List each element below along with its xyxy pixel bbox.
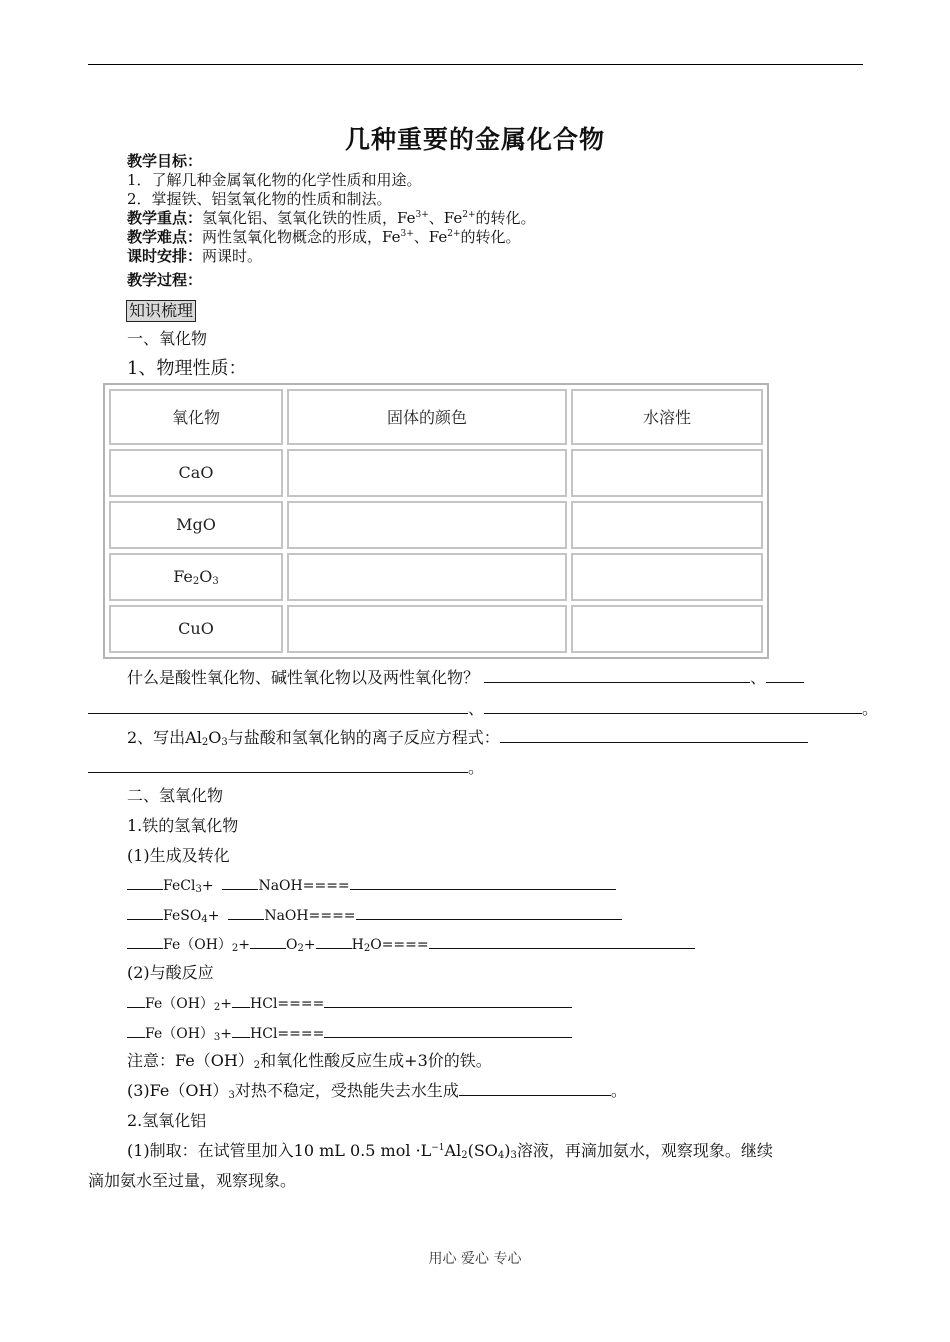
question-oxide-types: 什么是酸性氧化物、碱性氧化物以及两性氧化物？ 、 [127,667,804,689]
equation-fecl3: FeCl$_3$+ NaOH==== [127,875,616,897]
equation-feoh3-hcl: $Fe(OH)_3+ HCl====$ [127,1023,572,1045]
goal-1: 1．了解几种金属氧化物的化学性质和用途。 [127,171,422,189]
answer-blank[interactable] [88,699,468,714]
heat-decomposition: $(3)Fe(OH)_3$对热不稳定，受热能失去水生成 。 [127,1081,627,1101]
table-header: 氧化物 [109,389,283,445]
key-text: 氢氧化铝、氢氧化铁的性质， [202,209,398,227]
section-hydroxides: 二、氢氧化物 [127,786,224,805]
answer-blank[interactable] [429,934,695,949]
formation-heading: (1)生成及转化 [127,846,230,865]
answer-blank[interactable] [484,699,862,714]
oxide-cell: CuO [109,605,283,653]
answer-blank[interactable] [500,728,808,743]
key-label: 教学重点： [127,209,203,227]
solubility-cell[interactable] [571,449,763,497]
preparation-line-2: 滴加氨水至过量，观察现象。 [88,1171,297,1190]
section-oxides: 一、氧化物 [127,329,208,348]
table-row [109,553,763,601]
note: 注意：$Fe(OH)_2$和氧化性酸反应生成+3价的铁。 [127,1051,492,1071]
diff-text: 两性氢氧化物概念的形成， [202,228,383,246]
answer-blank[interactable] [350,875,616,890]
table-row [109,449,763,497]
question-text: 什么是酸性氧化物、碱性氧化物以及两性氧化物？ [127,668,480,687]
equation-feoh2-hcl: $Fe(OH)_2+ HCl====$ [127,993,572,1015]
goals-label: 教学目标： [127,152,203,170]
oxide-cell: CaO [109,449,283,497]
iron-hydroxides-heading: 1.铁的氢氧化物 [127,816,239,835]
answer-blank[interactable] [459,1081,611,1096]
question-oxide-types-cont: 、 。 [88,698,878,720]
question-al2o3-cont: 。 [88,757,484,779]
preparation-line-1: (1)制取：在试管里加入10 mL 0.5 mol $\cdot L^{-1}Al_2(SO_4)_3$溶液，再滴加氨水，观察现象。继续 [127,1141,773,1161]
hours-text: 两课时。 [202,247,263,265]
oxide-table [103,383,769,659]
answer-blank[interactable] [766,668,804,683]
question-al2o3: 2、写出$Al_2O_3$与盐酸和氢氧化钠的离子反应方程式： [127,727,808,749]
difficulty: 教学难点：两性氢氧化物概念的形成，$Fe^{3+}$、$Fe^{2+}$的转化。 [127,228,521,246]
process-heading [127,271,202,289]
color-cell[interactable] [287,449,567,497]
aluminum-hydroxide-heading: 2.氢氧化铝 [127,1111,207,1130]
table-row [109,605,763,653]
header-rule [88,64,863,65]
knowledge-box: 知识梳理 [126,300,196,322]
page-footer: 用心 爱心 专心 [428,1251,522,1267]
answer-blank[interactable] [356,905,622,920]
oxide-cell: $Fe_2O_3$ [109,553,283,601]
table-row [109,501,763,549]
diff-label: 教学难点： [127,228,203,246]
answer-blank[interactable] [88,758,468,773]
answer-blank[interactable] [484,668,750,683]
color-cell[interactable] [287,501,567,549]
solubility-cell[interactable] [571,553,763,601]
table-header: 固体的颜色 [287,389,567,445]
page-title: 几种重要的金属化合物 [344,125,605,154]
process-label: 教学过程： [127,271,203,289]
hours [127,247,262,265]
hours-label: 课时安排： [127,247,203,265]
table-header: 水溶性 [571,389,763,445]
key-point: 教学重点：氢氧化铝、氢氧化铁的性质，$Fe^{3+}$、$Fe^{2+}$的转化。 [127,209,536,227]
oxide-cell: MgO [109,501,283,549]
solubility-cell[interactable] [571,605,763,653]
table-header-row [109,389,763,445]
color-cell[interactable] [287,553,567,601]
color-cell[interactable] [287,605,567,653]
acid-reaction-heading: (2)与酸反应 [127,963,214,982]
answer-blank[interactable] [324,993,572,1008]
answer-blank[interactable] [324,1023,572,1038]
equation-feso4: FeSO$_4$+ NaOH==== [127,905,622,927]
solubility-cell[interactable] [571,501,763,549]
goal-2: 2．掌握铁、铝氢氧化物的性质和制法。 [127,190,392,208]
goals-heading [127,152,202,170]
physical-properties-heading: 1、物理性质： [127,358,247,379]
equation-feoh2-oxidation: $Fe(OH)_2+ O_2+ H_2O====$ [127,934,695,956]
